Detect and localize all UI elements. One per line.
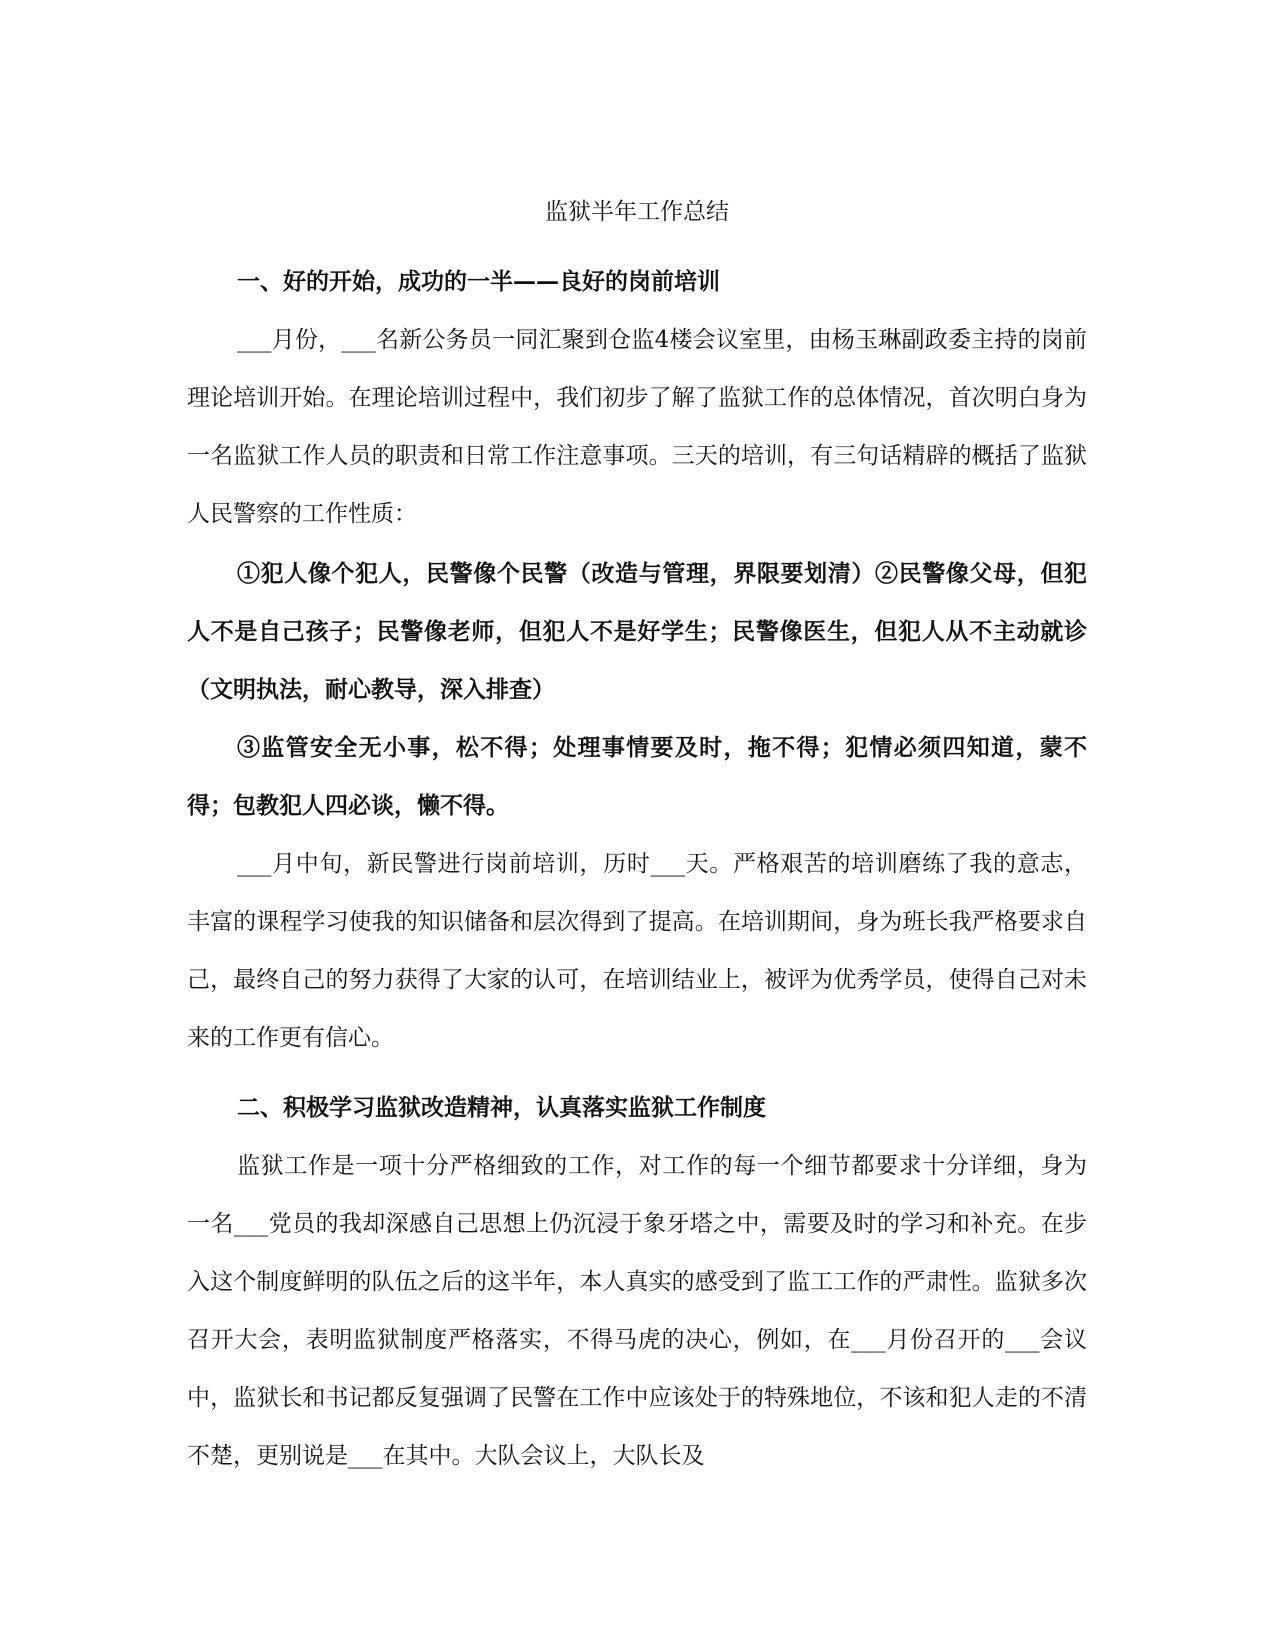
section-1-heading: 一、好的开始，成功的一半——良好的岗前培训 xyxy=(237,268,720,295)
section-1-paragraph-1: ___月份，___名新公务员一同汇聚到仓监4楼会议室里，由杨玉琳副政委主持的岗前理论培训开始。在理论培训过程中，我们初步了解了监狱工作的总体情况，首次明白身为一名监狱工作人员的职责和日常工作注意事项。三天的培训，有三句话精辟的概括了监狱人民警察的工作性质： xyxy=(187,327,1087,527)
section-1-paragraph-4: ___月中旬，新民警进行岗前培训，历时___天。严格艰苦的培训磨练了我的意志，丰富的课程学习使我的知识储备和层次得到了提高。在培训期间，身为班长我严格要求自己，最终自己的努力获得了大家的认可，在培训结业上，被评为优秀学员，使得自己对未来的工作更有信心。 xyxy=(187,851,1087,1051)
document-title: 监狱半年工作总结 xyxy=(545,199,729,225)
section-1-paragraph-2: ①犯人像个犯人，民警像个民警（改造与管理，界限要划清）②民警像父母，但犯人不是自己孩子；民警像老师，但犯人不是好学生；民警像医生，但犯人从不主动就诊（文明执法，耐心教导，深入排查） xyxy=(187,560,1087,703)
document-body xyxy=(187,183,1087,1485)
section-2-paragraph-1: 监狱工作是一项十分严格细致的工作，对工作的每一个细节都要求十分详细，身为一名___党员的我却深感自己思想上仍沉浸于象牙塔之中，需要及时的学习和补充。在步入这个制度鲜明的队伍之后的这半年，本人真实的感受到了监工工作的严肃性。监狱多次召开大会，表明监狱制度严格落实，不得马虎的决心，例如，在___月份召开的___会议中，监狱长和书记都反复强调了民警在工作中应该处于的特殊地位，不该和犯人走的不清不楚，更别说是___在其中。大队会议上，大队长及 xyxy=(187,1153,1087,1469)
section-2-heading: 二、积极学习监狱改造精神，认真落实监狱工作制度 xyxy=(237,1094,766,1121)
section-1-paragraph-3: ③监管安全无小事，松不得；处理事情要及时，拖不得；犯情必须四知道，蒙不得；包教犯人四必谈，懒不得。 xyxy=(187,734,1087,819)
